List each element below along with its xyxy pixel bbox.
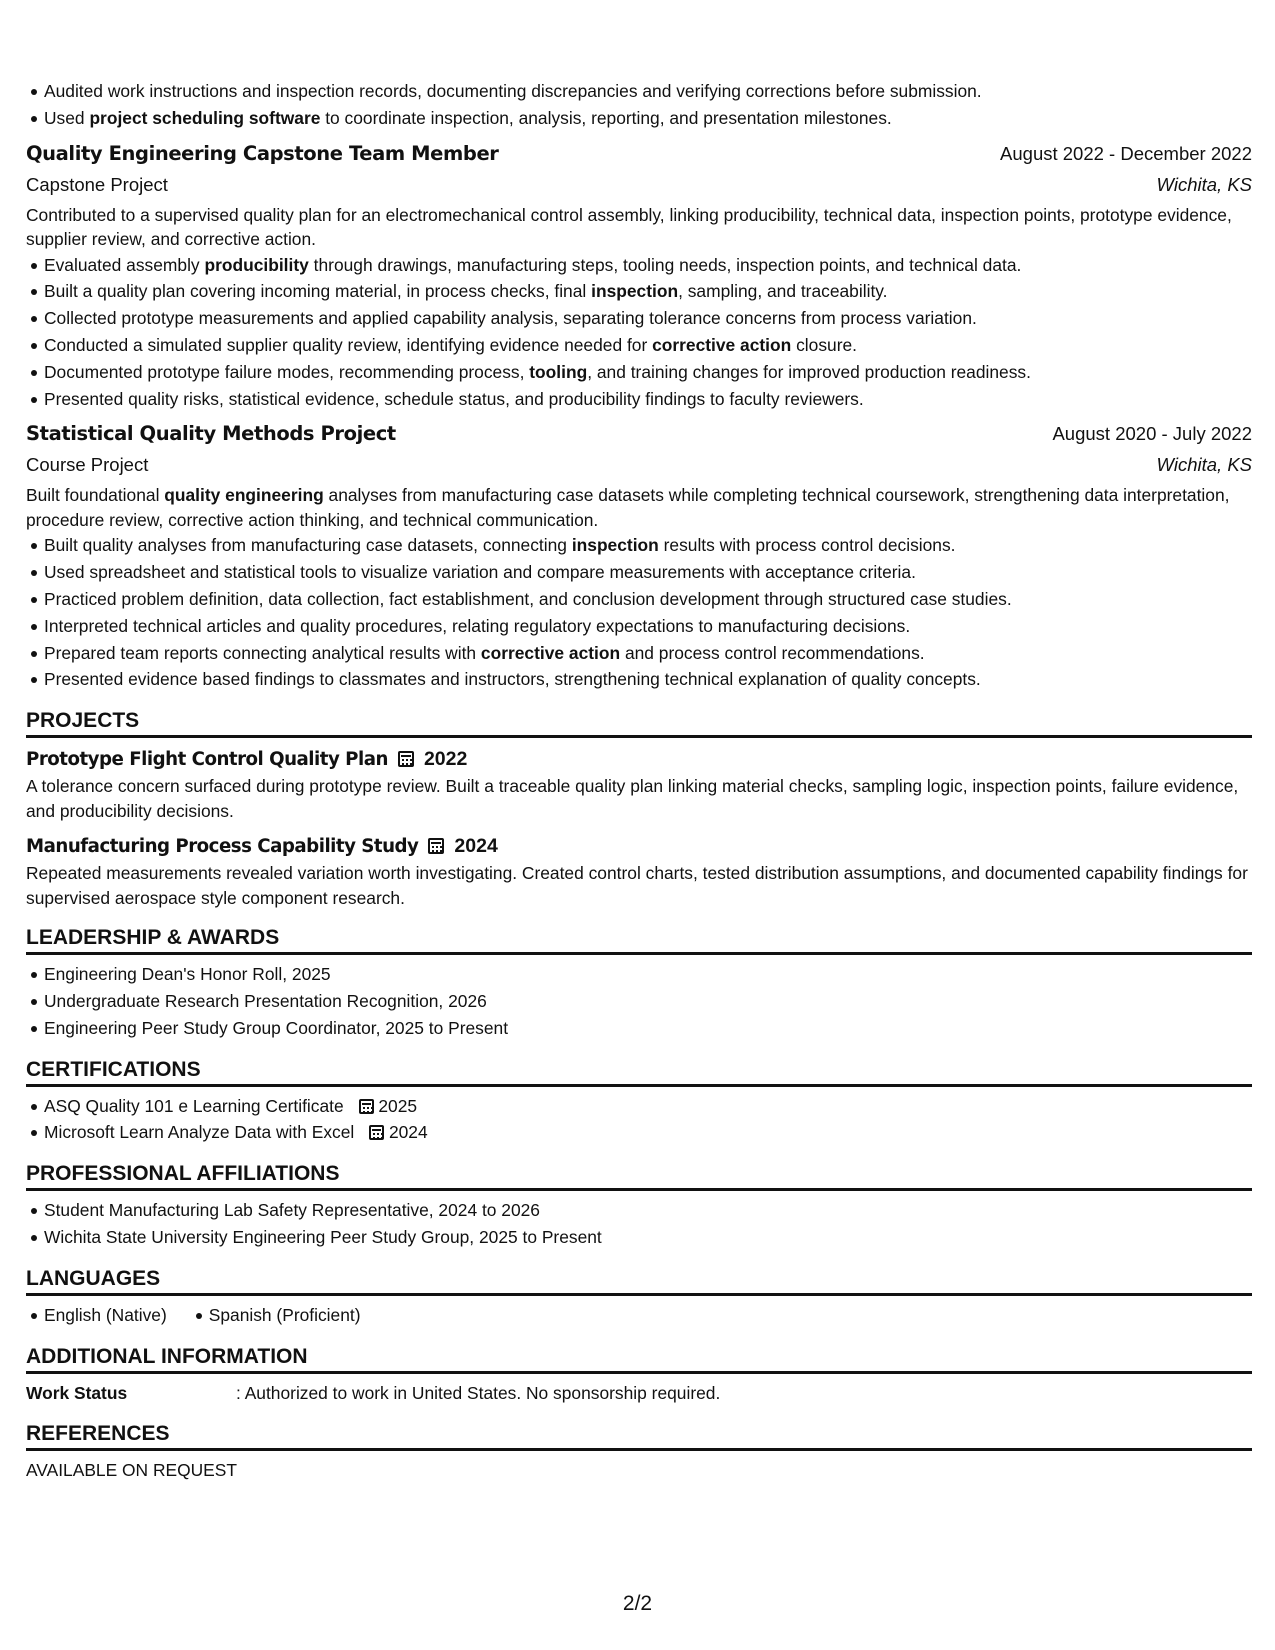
project-title: Prototype Flight Control Quality Plan [26,748,388,770]
list-item: Used spreadsheet and statistical tools to visualize variation and compare measurements with acceptance criteria. [26,559,1252,586]
section-heading-affiliations: PROFESSIONAL AFFILIATIONS [26,1146,1252,1191]
role-title: Statistical Quality Methods Project [26,422,396,446]
role-location: Wichita, KS [1156,454,1252,476]
list-item: Built a quality plan covering incoming material, in process checks, final inspection, sampling, and traceability. [26,278,1252,305]
role-bullet-list [26,532,1252,693]
affiliation-list [26,1197,1252,1251]
list-item [26,1093,1252,1120]
page-number: 2/2 [622,1592,653,1615]
certification-year: 2024 [388,1122,428,1143]
list-item: Used project scheduling software to coordinate inspection, analysis, reporting, and presentation milestones. [26,105,1252,132]
certification-name: Microsoft Learn Analyze Data with Excel [44,1122,355,1143]
role-location: Wichita, KS [1156,173,1252,195]
calendar-icon [428,838,444,854]
list-item [26,1119,1252,1146]
role-dates: August 2022 - December 2022 [1000,142,1252,164]
references-text: AVAILABLE ON REQUEST [26,1459,238,1480]
project-entry [26,744,1252,823]
role-organization: Course Project [26,454,149,476]
project-description: Repeated measurements revealed variation worth investigating. Created control charts, tested distribution assumptions, and documented capability findings for supervised aerospace style component research. [26,863,1248,908]
section-heading-certifications: CERTIFICATIONS [26,1042,1252,1087]
role-summary: Contributed to a supervised quality plan for an electromechanical control assembly, linking producibility, technical data, inspection points, prototype evidence, supplier review, and corrective action. [26,204,1232,250]
role-bullet-list [26,252,1252,413]
list-item: Engineering Peer Study Group Coordinator, 2025 to Present [26,1015,1252,1042]
project-entry [26,831,1252,910]
list-item: Prepared team reports connecting analytical results with corrective action and process control recommendations. [26,640,1252,667]
language-list [26,1302,1252,1329]
list-item: Undergraduate Research Presentation Recognition, 2026 [26,988,1252,1015]
list-item: Evaluated assembly producibility through drawings, manufacturing steps, tooling needs, inspection points, and technical data. [26,252,1252,279]
section-heading-references: REFERENCES [26,1406,1252,1451]
section-heading-projects: PROJECTS [26,693,1252,738]
list-item: English (Native) [26,1302,167,1329]
list-item: Presented quality risks, statistical evidence, schedule status, and producibility findings to faculty reviewers. [26,386,1252,413]
project-year: 2022 [423,747,468,770]
work-status-label: Work Status [26,1382,128,1403]
list-item: Presented evidence based findings to classmates and instructors, strengthening technical explanation of quality concepts. [26,666,1252,693]
role-organization: Capstone Project [26,173,168,195]
list-item: Practiced problem definition, data collection, fact establishment, and conclusion development through structured case studies. [26,586,1252,613]
experience-entry [26,138,1252,413]
role-title: Quality Engineering Capstone Team Member [26,141,499,165]
project-description: A tolerance concern surfaced during prototype review. Built a traceable quality plan linking material checks, sampling logic, inspection points, failure evidence, and producibility decisions. [26,776,1239,821]
list-item: Audited work instructions and inspection records, documenting discrepancies and verifying corrections before submission. [26,78,1252,105]
list-item: Engineering Dean's Honor Roll, 2025 [26,961,1252,988]
list-item: Conducted a simulated supplier quality review, identifying evidence needed for corrective action closure. [26,332,1252,359]
project-title: Manufacturing Process Capability Study [26,835,419,857]
list-item: Documented prototype failure modes, recommending process, tooling, and training changes for improved production readiness. [26,359,1252,386]
list-item: Spanish (Proficient) [191,1302,361,1329]
section-heading-leadership: LEADERSHIP & AWARDS [26,910,1252,955]
project-year: 2024 [454,834,498,857]
list-item: Built quality analyses from manufacturing case datasets, connecting inspection results with process control decisions. [26,532,1252,559]
role-summary: Built foundational quality engineering analyses from manufacturing case datasets while completing technical coursework, strengthening data interpretation, procedure review, corrective action thinking, and technical communication. [26,485,1230,530]
section-heading-additional-info: ADDITIONAL INFORMATION [26,1329,1252,1374]
list-item: Wichita State University Engineering Peer Study Group, 2025 to Present [26,1224,1252,1251]
section-heading-languages: LANGUAGES [26,1251,1252,1296]
certification-year: 2025 [378,1095,418,1116]
certification-list [26,1093,1252,1147]
list-item: Interpreted technical articles and quality procedures, relating regulatory expectations to manufacturing decisions. [26,613,1252,640]
role-dates: August 2020 - July 2022 [1052,423,1252,445]
top-bullet-list [26,78,1252,132]
list-item: Student Manufacturing Lab Safety Representative, 2024 to 2026 [26,1197,1252,1224]
calendar-icon [398,751,414,767]
list-item: Collected prototype measurements and applied capability analysis, separating tolerance concerns from process variation. [26,305,1252,332]
leadership-list [26,961,1252,1041]
work-status-row [26,1380,1252,1406]
work-status-value: : Authorized to work in United States. No sponsorship required. [236,1382,721,1403]
calendar-icon [369,1125,384,1140]
certification-name: ASQ Quality 101 e Learning Certificate [44,1095,344,1116]
experience-entry [26,418,1252,693]
calendar-icon [359,1099,374,1114]
resume-page [26,78,1252,1483]
